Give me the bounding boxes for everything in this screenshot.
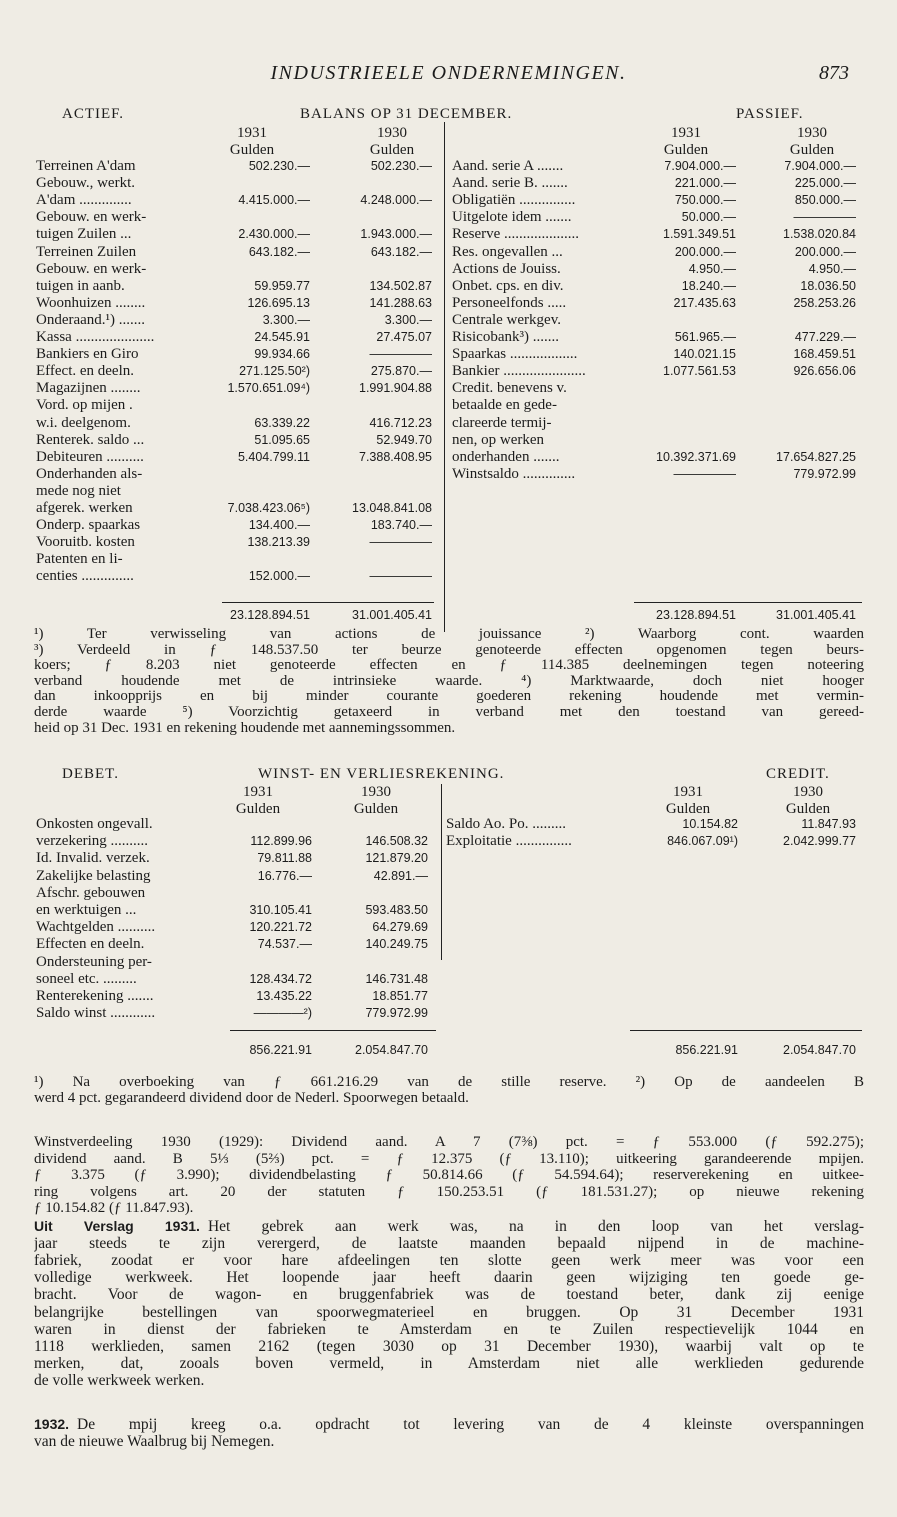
page-running-title: INDUSTRIEELE ONDERNEMINGEN. [270, 62, 627, 84]
table-row [452, 449, 864, 466]
row-value-1931: 10.392.371.69 [656, 449, 736, 464]
row-value-1930: 183.740.— [370, 518, 432, 533]
row-label: Uitgelote idem ....... [452, 209, 572, 226]
table-row [36, 988, 436, 1005]
row-label: tuigen in aanb. [36, 277, 125, 294]
table-row [36, 902, 436, 919]
winst-col-1931-left: 1931 Gulden [235, 784, 281, 817]
table-row [452, 380, 864, 397]
winst-col-1931-right: 1931 Gulden [665, 784, 711, 817]
balans-col-1930-left: 1930 Gulden [369, 125, 415, 158]
table-row [36, 885, 436, 902]
row-value-1931: 152.000.— [248, 569, 310, 584]
row-value-1931: 3.300.— [262, 312, 310, 327]
verslag-line: belangrijke bestellingen van spoorwegmaterieel en bruggen. Op 31 December 1931 [34, 1303, 864, 1321]
row-value-1931: 50.000.— [681, 210, 736, 225]
table-row [36, 483, 441, 500]
table-row [452, 432, 864, 449]
row-value-1931: 271.125.50²) [239, 364, 310, 379]
row-label: Effecten en deeln. [36, 936, 145, 953]
row-label: Gebouw., werkt. [36, 175, 136, 192]
winstverdeeling-line: ƒ 3.375 (ƒ 3.990); dividendbelasting ƒ 50.814.66 (ƒ 54.594.64); reserverekening en uitkee- [34, 1167, 864, 1183]
row-value-1930: 258.253.26 [793, 295, 856, 310]
footnote-line: ³) Verdeeld in ƒ 148.537.50 ter beurze genoteerde effecten opgenomen tegen beurs- [34, 641, 864, 658]
winst-total-left-1931: 856.221.91 [249, 1043, 312, 1057]
row-value-1931: 99.934.66 [254, 347, 310, 362]
winst-total-right-1931: 856.221.91 [675, 1043, 738, 1057]
row-label: Onderhanden als- [36, 465, 143, 482]
row-value-1931: 74.537.— [257, 937, 312, 952]
row-label: Obligatiën ............... [452, 192, 576, 209]
row-value-1931: 63.339.22 [254, 415, 310, 430]
table-row [452, 226, 864, 243]
row-value-1931: 134.400.— [248, 518, 310, 533]
verslag-line: bracht. Voor de wagon- en bruggenfabriek was de toestand beter, dank zij eenige [34, 1286, 864, 1304]
verslag-line: waren in dienst der fabrieken te Amsterdam en te Zuilen respectievelijk 1044 en [34, 1320, 864, 1338]
row-label: Risicobank³) ....... [452, 329, 559, 345]
row-label: Winstsaldo .............. [452, 465, 576, 482]
table-row [36, 175, 441, 192]
row-label: Res. ongevallen ... [452, 243, 563, 260]
row-value-1930: ————— [369, 569, 432, 584]
row-value-1931: 7.038.423.06⁵) [227, 501, 310, 515]
verslag-line: volledige werkweek. Het loopende jaar heeft daarin geen wijziging ten goede ge- [34, 1269, 864, 1287]
row-value-1931: 112.899.96 [250, 834, 312, 849]
table-row [36, 415, 441, 432]
row-label: Woonhuizen ........ [36, 294, 146, 311]
row-label: soneel etc. ......... [36, 970, 137, 987]
row-label: Reserve .................... [452, 226, 580, 243]
row-label: Vooruitb. kosten [36, 534, 135, 551]
row-value-1931: 140.021.15 [673, 347, 736, 362]
footnote-line: koers; ƒ 8.203 niet genoteerde effecten en ƒ 114.385 deelnemingen tegen noteering [34, 657, 864, 673]
row-value-1930: 7.904.000.— [784, 159, 856, 173]
row-label: Terreinen Zuilen [36, 243, 137, 260]
winst-total-rule-left [230, 1030, 436, 1031]
balans-title: BALANS OP 31 DECEMBER. [300, 106, 513, 122]
table-row [36, 329, 441, 346]
table-row [36, 816, 436, 833]
row-value-1930: ————— [369, 535, 432, 550]
table-row [36, 534, 441, 551]
row-value-1930: 18.036.50 [800, 278, 856, 293]
row-value-1930: 225.000.— [794, 176, 856, 191]
row-value-1930: 643.182.— [370, 244, 432, 259]
verslag-text: Het gebrek aan werk was, na in den loop van het verslag- [207, 1218, 864, 1235]
verslag-heading: Uit Verslag 1931. [34, 1218, 200, 1234]
table-row [452, 175, 864, 192]
table-row [36, 971, 436, 988]
row-value-1931: 59.959.77 [254, 278, 310, 293]
row-value-1931: 126.695.13 [247, 295, 310, 310]
verslag-line: jaar steeds te zijn verergerd, de laatste maanden bepaald nijpend in de machine- [34, 1235, 864, 1253]
passief-label: PASSIEF. [736, 106, 804, 122]
row-value-1931: 2.430.000.— [238, 227, 310, 242]
verslag-line: merken, dat, zooals boven vermeld, in Amsterdam niet alle werklieden gedurende [34, 1354, 864, 1372]
row-value-1930: 4.248.000.— [360, 193, 432, 208]
row-value-1930: 121.879.20 [365, 851, 428, 866]
row-label: Wachtgelden .......... [36, 919, 156, 936]
row-label: Gebouw. en werk- [36, 209, 147, 226]
heading-1932: 1932. [34, 1416, 70, 1432]
row-value-1930: 1.991.904.88 [359, 381, 432, 396]
row-label: onderhanden ....... [452, 448, 560, 465]
winst-title: WINST- EN VERLIESREKENING. [258, 766, 505, 782]
verslag-line [34, 1218, 864, 1235]
balans-total-rule-left [222, 602, 434, 603]
row-label: w.i. deelgenom. [36, 414, 131, 431]
table-row [36, 449, 441, 466]
row-value-1930: 275.870.— [370, 364, 432, 379]
row-label: Renterekening ....... [36, 988, 154, 1004]
winstverdeeling-line: ring volgens art. 20 der statuten ƒ 150.253.51 (ƒ 181.531.27); op nieuwe rekening [34, 1183, 864, 1200]
row-label: Aand. serie B. ....... [452, 175, 568, 192]
row-label: clareerde termij- [452, 414, 552, 431]
table-row [36, 850, 436, 867]
table-row [452, 192, 864, 209]
table-row [452, 209, 864, 226]
credit-label: CREDIT. [766, 766, 830, 782]
table-row [452, 466, 864, 483]
row-label: Centrale werkgev. [452, 311, 561, 328]
balans-col-1931-right: 1931 Gulden [663, 125, 709, 158]
row-label: Magazijnen ........ [36, 380, 141, 397]
row-value-1931: 310.105.41 [249, 903, 312, 917]
row-value-1930: 18.851.77 [372, 989, 428, 1003]
actief-label: ACTIEF. [62, 106, 125, 122]
table-row [36, 500, 441, 517]
row-value-1931: 200.000.— [674, 244, 736, 259]
table-row [36, 209, 441, 226]
balans-col-1930-right: 1930 Gulden [789, 125, 835, 158]
balans-divider [444, 122, 445, 632]
row-label: Bankiers en Giro [36, 346, 139, 363]
table-row [36, 278, 441, 295]
row-label: Onderp. spaarkas [36, 517, 141, 534]
row-value-1931: 128.434.72 [249, 971, 312, 986]
row-value-1930: 42.891.— [373, 868, 428, 883]
balans-total-right-1931: 23.128.894.51 [656, 608, 736, 622]
winst-total-right-1930: 2.054.847.70 [783, 1043, 856, 1057]
paragraph-1932-line: van de nieuwe Waalbrug bij Nemegen. [34, 1433, 275, 1451]
table-row [36, 261, 441, 278]
row-value-1930: 27.475.07 [376, 330, 432, 344]
table-row [36, 363, 441, 380]
row-label: A'dam .............. [36, 192, 132, 209]
row-value-1930: 3.300.— [384, 312, 432, 327]
row-value-1931: 16.776.— [257, 868, 312, 883]
row-label: afgerek. werken [36, 500, 133, 516]
table-row [446, 816, 864, 833]
footnote-line: heid op 31 Dec. 1931 en rekening houdende met aannemingssommen. [34, 719, 456, 736]
row-value-1931: 79.811.88 [257, 851, 312, 866]
table-row [452, 261, 864, 278]
table-row [452, 295, 864, 312]
footnote-line: ¹) Na overboeking van ƒ 661.216.29 van de stille reserve. ²) Op de aandeelen B [34, 1074, 864, 1090]
table-row [36, 295, 441, 312]
row-value-1931: 1.570.651.09⁴) [227, 381, 310, 396]
row-value-1930: 146.508.32 [365, 834, 428, 849]
table-row [452, 312, 864, 329]
row-label: centies .............. [36, 568, 134, 585]
row-label: Spaarkas .................. [452, 346, 578, 363]
table-row [452, 244, 864, 261]
row-value-1931: 120.221.72 [249, 920, 312, 935]
row-value-1931: 4.950.— [688, 261, 736, 276]
table-row [452, 415, 864, 432]
footnote-line: derde waarde ⁵) Voorzichtig getaxeerd in verband met den toestand van gereed- [34, 704, 864, 720]
row-value-1930: 850.000.— [794, 193, 856, 208]
table-row [36, 568, 441, 585]
row-value-1931: 4.415.000.— [238, 193, 310, 208]
row-label: Kassa ..................... [36, 329, 155, 345]
footnote-line: verband houdende met de intrinsieke waarde. ⁴) Marktwaarde, doch niet hooger [34, 672, 864, 689]
row-label: Onkosten ongevall. [36, 816, 153, 832]
winstverdeeling-line: Winstverdeeling 1930 (1929): Dividend aand. A 7 (7⅜) pct. = ƒ 553.000 (ƒ 592.275); [34, 1134, 864, 1150]
table-row [452, 346, 864, 363]
row-value-1930: 13.048.841.08 [352, 501, 432, 515]
row-label: mede nog niet [36, 482, 121, 499]
row-value-1931: 561.965.— [674, 330, 736, 344]
table-row [36, 192, 441, 209]
row-value-1931: ————— [673, 466, 736, 481]
row-label: en werktuigen ... [36, 902, 137, 918]
balans-total-rule-right [634, 602, 862, 603]
table-row [36, 919, 436, 936]
table-row [36, 517, 441, 534]
winst-total-rule-right [630, 1030, 862, 1031]
verslag-line: fabriek, zoodat er voor hare afdeelingen ten slotte geen werk meer was voor een [34, 1252, 864, 1270]
table-row [452, 158, 864, 175]
row-value-1930: 1.943.000.— [360, 227, 432, 242]
row-label: Id. Invalid. verzek. [36, 850, 150, 867]
row-label: Onbet. cps. en div. [452, 277, 564, 294]
row-label: Renterek. saldo ... [36, 431, 145, 448]
balans-col-1931-left: 1931 Gulden [229, 125, 275, 158]
row-value-1931: 502.230.— [248, 159, 310, 173]
debet-label: DEBET. [62, 766, 119, 782]
row-value-1930: ————— [369, 347, 432, 362]
row-value-1930: 17.654.827.25 [776, 449, 856, 464]
paragraph-1932-line [34, 1416, 864, 1433]
row-value-1930: 416.712.23 [369, 415, 432, 430]
balans-total-left-1930: 31.001.405.41 [352, 608, 432, 622]
winst-total-left-1930: 2.054.847.70 [355, 1043, 428, 1057]
row-label: Gebouw. en werk- [36, 260, 147, 277]
row-value-1930: 926.656.06 [793, 364, 856, 379]
row-label: Saldo Ao. Po. ......... [446, 816, 567, 832]
row-label: Actions de Jouiss. [452, 260, 561, 277]
winstverdeeling-line: dividend aand. B 5⅓ (5⅔) pct. = ƒ 12.375 (ƒ 13.110); uitkeering garandeerende mpijen. [34, 1150, 864, 1167]
row-label: verzekering .......... [36, 833, 149, 850]
table-row [36, 226, 441, 243]
row-value-1930: 200.000.— [794, 244, 856, 259]
row-label: Afschr. gebouwen [36, 884, 146, 901]
row-value-1931: 643.182.— [248, 244, 310, 259]
row-value-1930: 168.459.51 [793, 347, 856, 362]
row-value-1930: ————— [793, 210, 856, 225]
table-row [452, 363, 864, 380]
row-label: Bankier ...................... [452, 363, 586, 380]
row-value-1930: 140.249.75 [365, 937, 428, 952]
table-row [36, 380, 441, 397]
winst-col-1930-left: 1930 Gulden [353, 784, 399, 817]
table-row [36, 244, 441, 261]
row-value-1931: 1.077.561.53 [663, 364, 736, 379]
row-label: Patenten en li- [36, 551, 123, 568]
footnote-line: dan inkoopprijs en bij minder courante goederen rekening houdende met vermin- [34, 688, 864, 704]
table-row [36, 551, 441, 568]
row-value-1930: 11.847.93 [801, 817, 856, 831]
row-label: nen, op werken [452, 431, 545, 448]
row-value-1930: 141.288.63 [369, 295, 432, 310]
row-value-1930: 593.483.50 [365, 903, 428, 917]
footnote-line: werd 4 pct. gegarandeerd dividend door de Nederl. Spoorwegen betaald. [34, 1090, 469, 1107]
balans-total-right-1930: 31.001.405.41 [776, 608, 856, 622]
row-value-1930: 502.230.— [370, 159, 432, 173]
table-row [36, 1005, 436, 1022]
balans-total-left-1931: 23.128.894.51 [230, 608, 310, 622]
table-row [36, 954, 436, 971]
winstverdeeling-line: ƒ 10.154.82 (ƒ 11.847.93). [34, 1200, 194, 1216]
row-value-1931: ————²) [253, 1006, 312, 1021]
table-row [446, 833, 864, 850]
row-value-1930: 2.042.999.77 [783, 834, 856, 849]
row-label: Onderaand.¹) ....... [36, 311, 146, 328]
row-value-1931: 10.154.82 [682, 817, 738, 831]
row-value-1930: 4.950.— [808, 261, 856, 276]
row-value-1931: 221.000.— [674, 176, 736, 191]
table-row [452, 278, 864, 295]
table-row [36, 397, 441, 414]
row-value-1931: 18.240.— [681, 278, 736, 293]
table-row [36, 158, 441, 175]
row-value-1931: 5.404.799.11 [237, 449, 310, 464]
row-label: Effect. en deeln. [36, 363, 135, 380]
row-value-1930: 477.229.— [794, 330, 856, 344]
row-value-1930: 146.731.48 [365, 971, 428, 986]
row-value-1930: 52.949.70 [376, 432, 432, 447]
row-label: Credit. benevens v. [452, 380, 567, 397]
row-label: Aand. serie A ....... [452, 158, 564, 174]
row-value-1930: 7.388.408.95 [359, 449, 432, 464]
table-row [36, 312, 441, 329]
table-row [36, 868, 436, 885]
row-label: Terreinen A'dam [36, 158, 136, 174]
table-row [36, 432, 441, 449]
table-row [36, 466, 441, 483]
row-value-1930: 1.538.020.84 [783, 227, 856, 242]
row-value-1931: 24.545.91 [254, 330, 310, 344]
row-value-1930: 64.279.69 [372, 920, 428, 935]
row-label: Exploitatie ............... [446, 833, 572, 850]
row-value-1931: 138.213.39 [247, 535, 310, 550]
row-label: tuigen Zuilen ... [36, 226, 132, 243]
winst-col-1930-right: 1930 Gulden [785, 784, 831, 817]
row-label: betaalde en gede- [452, 397, 557, 414]
paragraph-1932-text: De mpij kreeg o.a. opdracht tot levering van de 4 kleinste overspanningen [77, 1416, 864, 1433]
table-row [36, 936, 436, 953]
winst-divider [441, 784, 442, 960]
row-value-1931: 846.067.09¹) [667, 834, 738, 849]
table-row [452, 329, 864, 346]
row-value-1931: 750.000.— [674, 193, 736, 208]
row-value-1930: 134.502.87 [369, 278, 432, 293]
row-label: Vord. op mijen . [36, 397, 133, 414]
row-label: Zakelijke belasting [36, 867, 151, 884]
verslag-line: de volle werkweek werken. [34, 1371, 205, 1389]
table-row [452, 397, 864, 414]
row-value-1930: 779.972.99 [793, 466, 856, 481]
row-value-1931: 1.591.349.51 [663, 227, 736, 242]
verslag-line: 1118 werklieden, samen 2162 (tegen 3030 op 31 December 1930), waarbij valt op te [34, 1337, 864, 1355]
row-label: Saldo winst ............ [36, 1005, 156, 1022]
row-label: Debiteuren .......... [36, 448, 144, 465]
table-row [36, 346, 441, 363]
row-value-1931: 7.904.000.— [664, 159, 736, 173]
row-value-1931: 51.095.65 [254, 432, 310, 447]
table-row [36, 833, 436, 850]
row-value-1931: 217.435.63 [673, 295, 736, 310]
page-number: 873 [819, 62, 849, 84]
row-label: Ondersteuning per- [36, 953, 152, 970]
row-value-1931: 13.435.22 [256, 989, 312, 1003]
row-label: Personeelfonds ..... [452, 294, 567, 311]
footnote-line: ¹) Ter verwisseling van actions de jouissance ²) Waarborg cont. waarden [34, 626, 864, 642]
row-value-1930: 779.972.99 [365, 1006, 428, 1021]
